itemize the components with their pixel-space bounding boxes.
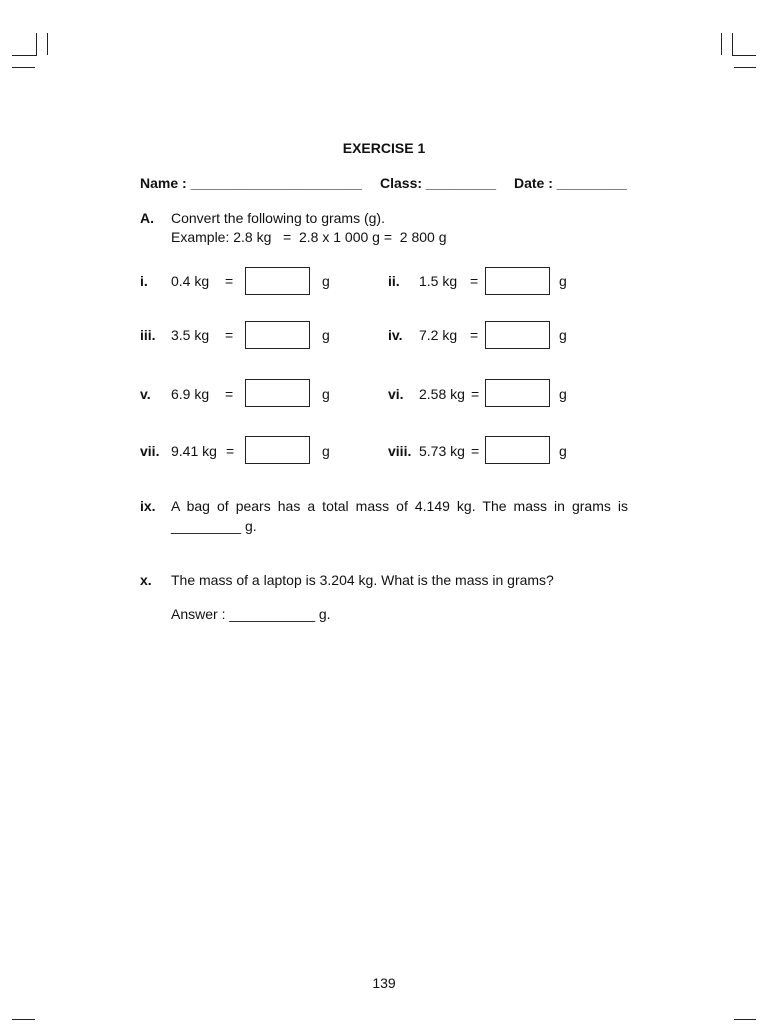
item-value: 6.9 kg bbox=[171, 386, 210, 402]
answer-box-iv[interactable] bbox=[485, 321, 550, 349]
equals-sign: = bbox=[470, 327, 479, 343]
equals-sign: = bbox=[225, 386, 234, 402]
item-number: ii. bbox=[388, 273, 400, 289]
crop-mark-top-right bbox=[721, 33, 722, 55]
item-value: 3.5 kg bbox=[171, 327, 210, 343]
unit-label: g bbox=[559, 443, 567, 459]
item-value: 7.2 kg bbox=[419, 327, 458, 343]
question-x-text: The mass of a laptop is 3.204 kg. What is the mass in grams? bbox=[171, 572, 554, 588]
crop-mark-bottom-right bbox=[734, 1019, 756, 1020]
unit-label: g bbox=[559, 386, 567, 402]
crop-mark-bottom-left bbox=[12, 1019, 35, 1020]
item-number: iii. bbox=[140, 327, 156, 343]
equals-sign: = bbox=[226, 443, 235, 459]
question-x-number: x. bbox=[140, 572, 152, 588]
answer-box-v[interactable] bbox=[245, 379, 310, 407]
date-field-label: Date : _________ bbox=[514, 175, 627, 191]
answer-box-vii[interactable] bbox=[245, 436, 310, 464]
item-value: 2.58 kg bbox=[419, 386, 465, 402]
name-field-label: Name : ______________________ bbox=[140, 175, 362, 191]
item-number: i. bbox=[140, 273, 148, 289]
crop-mark-top-left bbox=[47, 33, 48, 55]
unit-label: g bbox=[322, 327, 330, 343]
item-value: 9.41 kg bbox=[171, 443, 217, 459]
item-number: vi. bbox=[388, 386, 404, 402]
question-x-answer-line: Answer : ___________ g. bbox=[171, 606, 331, 622]
crop-mark-top-left bbox=[12, 55, 37, 56]
class-field-label: Class: _________ bbox=[380, 175, 496, 191]
answer-box-i[interactable] bbox=[245, 267, 310, 295]
section-a-instruction: Convert the following to grams (g). bbox=[171, 210, 385, 226]
item-number: viii. bbox=[388, 443, 412, 459]
crop-mark-top-right bbox=[732, 33, 733, 55]
equals-sign: = bbox=[471, 443, 480, 459]
equals-sign: = bbox=[225, 327, 234, 343]
equals-sign: = bbox=[471, 386, 480, 402]
item-value: 5.73 kg bbox=[419, 443, 465, 459]
section-a-example: Example: 2.8 kg = 2.8 x 1 000 g = 2 800 g bbox=[171, 229, 447, 245]
answer-box-vi[interactable] bbox=[485, 379, 550, 407]
answer-box-ii[interactable] bbox=[485, 267, 550, 295]
question-ix-number: ix. bbox=[140, 498, 156, 514]
item-number: vii. bbox=[140, 443, 160, 459]
crop-mark-top-left bbox=[36, 33, 37, 55]
equals-sign: = bbox=[225, 273, 234, 289]
exercise-title: EXERCISE 1 bbox=[342, 140, 426, 156]
unit-label: g bbox=[559, 327, 567, 343]
question-ix-text: A bag of pears has a total mass of 4.149 kg. The mass in grams is _________ g. bbox=[171, 498, 628, 534]
section-a-label: A. bbox=[140, 210, 154, 226]
crop-mark-top-left bbox=[12, 67, 35, 68]
unit-label: g bbox=[322, 273, 330, 289]
crop-mark-top-right bbox=[734, 67, 756, 68]
item-value: 1.5 kg bbox=[419, 273, 458, 289]
unit-label: g bbox=[322, 443, 330, 459]
page-number: 139 bbox=[372, 975, 396, 991]
unit-label: g bbox=[322, 386, 330, 402]
unit-label: g bbox=[559, 273, 567, 289]
item-value: 0.4 kg bbox=[171, 273, 210, 289]
equals-sign: = bbox=[470, 273, 479, 289]
crop-mark-top-right bbox=[732, 55, 756, 56]
item-number: v. bbox=[140, 386, 151, 402]
answer-box-viii[interactable] bbox=[485, 436, 550, 464]
answer-box-iii[interactable] bbox=[245, 321, 310, 349]
item-number: iv. bbox=[388, 327, 403, 343]
